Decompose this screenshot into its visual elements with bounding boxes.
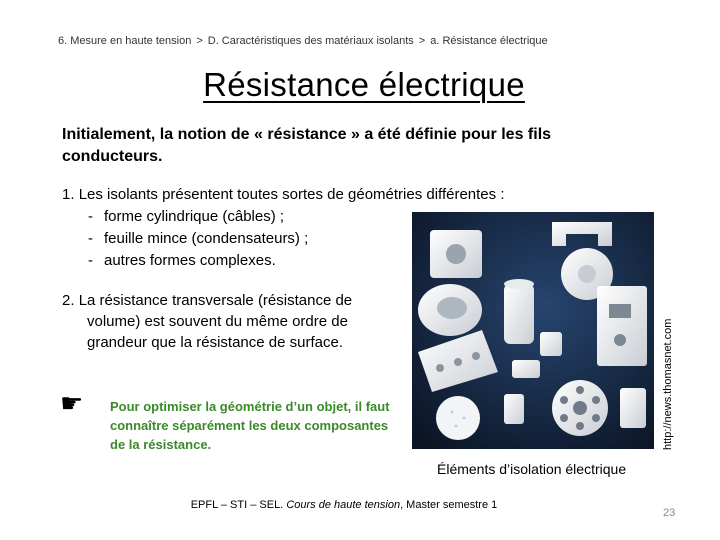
dash-marker: - xyxy=(88,208,93,225)
pointing-hand-icon: ☛ xyxy=(60,388,84,418)
list-item-2 xyxy=(62,290,392,353)
breadcrumb-item[interactable]: D. Caractéristiques des matériaux isolants xyxy=(207,35,414,47)
breadcrumb-separator: > xyxy=(196,35,203,47)
note-text: Pour optimiser la géométrie d’un objet, il faut connaître séparément les deux composantes de la résistance. xyxy=(110,399,390,452)
list-item-text: La résistance transversale (résistance de xyxy=(78,292,353,309)
breadcrumb-separator: > xyxy=(418,35,426,47)
page-title: Résistance électrique xyxy=(203,66,525,103)
breadcrumb-item-current: a. Résistance électrique xyxy=(430,35,548,47)
footer-prefix: EPFL – STI – SEL. xyxy=(190,499,284,511)
list-marker: 1. xyxy=(62,186,75,203)
footer xyxy=(0,499,688,511)
image-caption: Éléments d’isolation électrique xyxy=(437,461,627,477)
list-marker: 2. xyxy=(62,292,75,309)
sub-list-item-text: autres formes complexes. xyxy=(104,252,276,269)
intro-paragraph: Initialement, la notion de « résistance » a été définie pour les fils conducteurs. xyxy=(62,126,552,165)
dash-marker: - xyxy=(88,230,93,247)
breadcrumb-item[interactable]: 6. Mesure en haute tension xyxy=(58,35,192,47)
dash-marker: - xyxy=(88,252,93,269)
insulator-photo xyxy=(412,212,654,449)
footer-suffix: , Master semestre 1 xyxy=(400,499,498,511)
sub-list-item-text: forme cylindrique (câbles) ; xyxy=(104,208,285,225)
sub-list-item-text: feuille mince (condensateurs) ; xyxy=(104,230,309,247)
image-credit: http://news.thomasnet.com xyxy=(662,318,674,450)
breadcrumb xyxy=(58,35,548,47)
list-item-text: Les isolants présentent toutes sortes de géométries différentes : xyxy=(78,186,505,203)
list-item-text: volume) est souvent du même ordre de xyxy=(87,313,348,330)
footer-course: Cours de haute tension xyxy=(286,499,401,511)
list-item-text: grandeur que la résistance de surface. xyxy=(87,334,343,351)
page-number: 23 xyxy=(663,507,676,519)
